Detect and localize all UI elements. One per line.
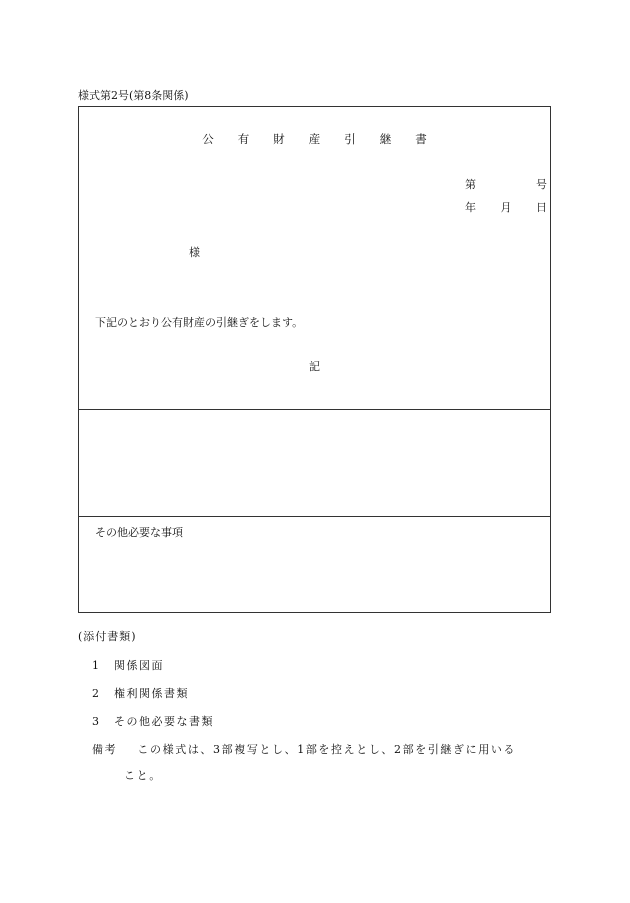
number-suffix: 号 — [536, 178, 547, 191]
list-item-label: その他必要な書類 — [114, 715, 214, 728]
ki-heading: 記 — [309, 360, 320, 373]
date-day: 日 — [536, 201, 547, 214]
intro-text: 下記のとおり公有財産の引継ぎをします。 — [95, 316, 304, 329]
form-label: 様式第2号(第8条関係) — [78, 89, 189, 102]
note-continuation: こと。 — [124, 769, 162, 782]
document-title — [79, 131, 550, 147]
title-char: 産 — [308, 132, 321, 146]
number-prefix: 第 — [465, 178, 476, 191]
section-divider — [79, 409, 550, 410]
title-char: 継 — [379, 132, 392, 146]
attachments-heading: (添付書類) — [78, 630, 137, 643]
title-char: 有 — [237, 132, 250, 146]
list-item — [92, 685, 189, 701]
date-month: 月 — [500, 201, 512, 214]
list-item-label: 関係図面 — [114, 659, 164, 672]
date-year: 年 — [465, 201, 476, 214]
section-divider — [79, 516, 550, 517]
note-line — [92, 741, 516, 757]
note-label: 備考 — [92, 743, 118, 756]
other-matters-label: その他必要な事項 — [95, 526, 183, 539]
title-char: 引 — [344, 132, 356, 146]
list-item — [92, 713, 214, 729]
list-item-label: 権利関係書類 — [114, 687, 189, 700]
title-char: 書 — [415, 132, 427, 146]
number-line — [465, 176, 547, 192]
list-item-number: 1 — [92, 659, 101, 672]
list-item-number: 3 — [92, 715, 101, 728]
note-text: この様式は、3部複写とし、1部を控えとし、2部を引継ぎに用いる — [137, 743, 517, 756]
list-item — [92, 657, 164, 673]
salutation: 様 — [189, 246, 200, 259]
title-char: 財 — [273, 132, 285, 146]
list-item-number: 2 — [92, 687, 101, 700]
date-line — [465, 199, 547, 215]
form-box — [78, 106, 551, 613]
title-char: 公 — [202, 132, 214, 146]
